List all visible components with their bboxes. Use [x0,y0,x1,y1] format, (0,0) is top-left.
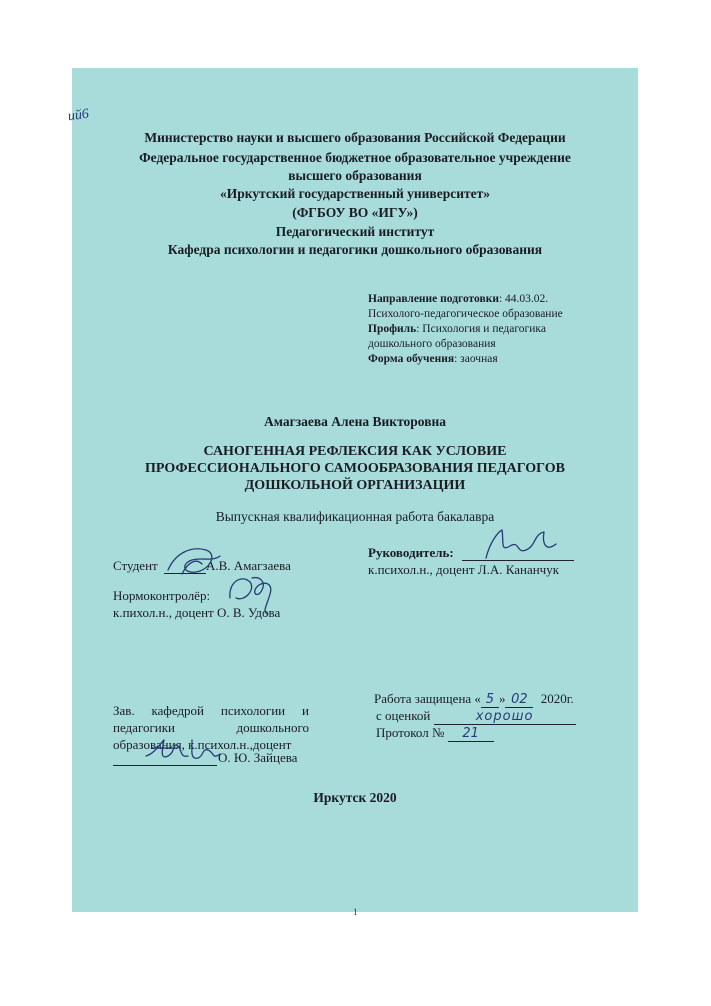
margin-note: ий6 [66,106,90,125]
student-signature [162,540,222,580]
profile-label: Профиль [368,323,417,335]
author-name: Амагзаева Алена Викторовна [263,414,447,429]
program-block [368,292,563,367]
supervisor-label: Руководитель: [368,545,454,560]
defense-day: 5 [481,692,499,708]
university-abbreviation: (ФГБОУ ВО «ИГУ») [292,205,418,220]
federal-institution-line: Федеральное государственное бюджетное образовательное учреждение [139,150,571,165]
grade-label: с оценкой [376,708,431,723]
direction-label: Направление подготовки [368,293,499,305]
thesis-title-line-1: САНОГЕННАЯ РЕФЛЕКСИЯ КАК УСЛОВИЕ [203,444,507,459]
grade-line [376,708,576,725]
student-label: Студент [113,558,158,573]
normcontrol-label: Нормоконтролёр: [113,588,211,603]
work-type: Выпускная квалификационная работа бакалавра [215,509,495,524]
head-line1-word4: и [302,703,309,718]
supervisor-name: к.психол.н., доцент Л.А. Кананчук [368,562,560,577]
ministry-line: Министерство науки и высшего образования Российской Федерации [144,130,566,145]
protocol-number: 21 [448,726,494,742]
head-line2-word2: дошкольного [236,720,309,735]
head-line1-word1: Зав. [113,703,135,718]
head-line2-word1: педагогики [113,720,176,735]
higher-education-line: высшего образования [288,168,422,183]
head-of-department-name: О. Ю. Зайцева [218,750,298,765]
study-form-value: : заочная [454,353,498,365]
study-form-label: Форма обучения [368,353,455,365]
defense-protected-text: Работа защищена « [374,691,481,706]
defense-year: 2020г. [540,691,574,706]
normcontrol-signature [222,568,288,616]
head-line1-word2: кафедрой [151,703,205,718]
department-name: Кафедра психологии и педагогики дошкольного образования [167,242,543,257]
head-line3: образования, к.психол.н.,доцент [113,737,292,752]
thesis-title-line-3: ДОШКОЛЬНОЙ ОРГАНИЗАЦИИ [244,478,466,493]
institute-name: Педагогический институт [275,224,435,239]
profile-value-continued: дошкольного образования [368,338,496,350]
thesis-title-line-2: ПРОФЕССИОНАЛЬНОГО САМООБРАЗОВАНИЯ ПЕДАГОГОВ [145,461,565,476]
head-line1-word3: психологии [220,703,286,718]
student-name: А.В. Амагзаева [206,558,291,573]
direction-name: Психолого-педагогическое образование [368,308,563,320]
direction-value: : 44.03.02. [498,293,549,305]
protocol-label: Протокол № [376,725,445,740]
normcontrol-name: к.пихол.н., доцент О. В. Удова [113,605,281,620]
city-year: Иркутск 2020 [313,790,397,805]
protocol-line [376,725,494,742]
defense-quote: » [498,691,506,706]
grade-value: хорошо [434,709,576,725]
defense-line [374,691,574,708]
page-number: 1 [353,907,358,917]
defense-month: 02 [505,692,533,708]
supervisor-signature [480,524,560,564]
head-of-department-signature [142,734,222,768]
university-name: «Иркутский государственный университет» [220,186,490,201]
title-page-sheet [66,68,638,912]
profile-value: : Психология и педагогика [416,323,546,335]
